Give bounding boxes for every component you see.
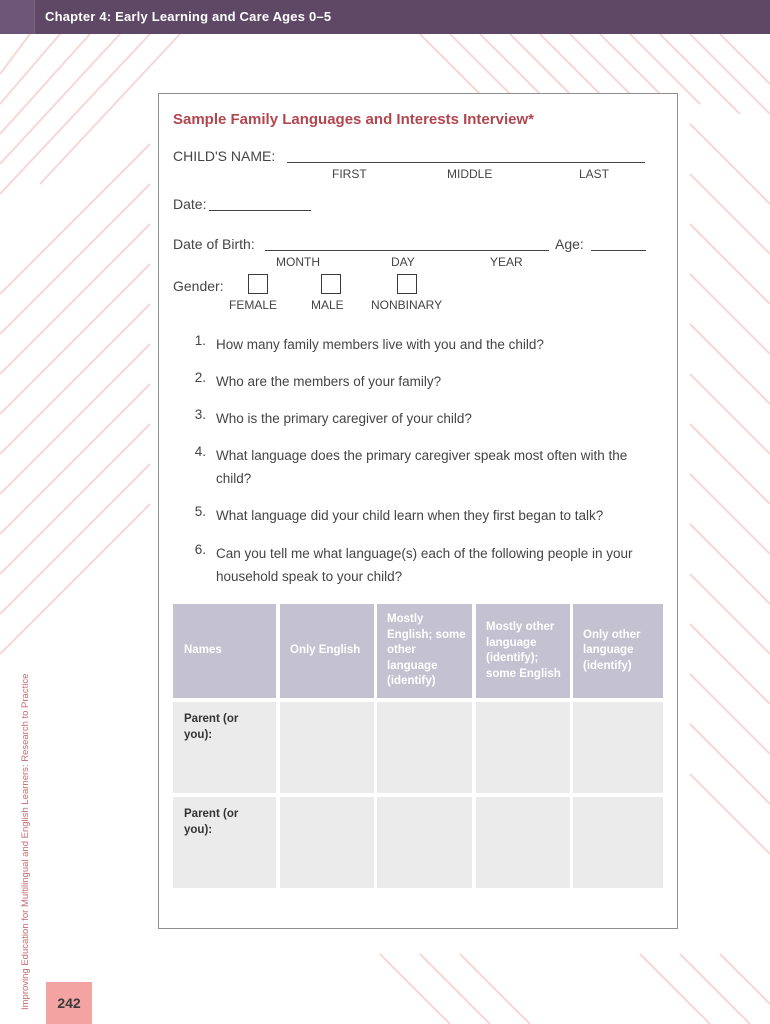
chapter-header-bar <box>0 0 770 34</box>
question-number: 5. <box>194 504 206 519</box>
child-name-field[interactable] <box>287 162 645 163</box>
dob-part-day: DAY <box>391 255 415 269</box>
gender-option-female: FEMALE <box>229 298 278 312</box>
gender-label: Gender: <box>173 278 224 294</box>
date-field[interactable] <box>209 210 311 211</box>
header-tab <box>0 0 35 34</box>
name-part-middle: MIDDLE <box>447 167 493 181</box>
nonbinary-checkbox[interactable] <box>397 274 417 294</box>
table-row-2-name-cell[interactable] <box>173 797 276 888</box>
male-checkbox[interactable] <box>321 274 341 294</box>
dob-label: Date of Birth: <box>173 236 255 252</box>
dob-field[interactable] <box>265 250 549 251</box>
question-text: What language did your child learn when they first began to talk? <box>216 508 604 523</box>
book-title-vertical: Improving Education for Multilingual and English Learners: Research to Practice <box>20 673 31 1010</box>
table-header-label: Only English <box>290 644 361 657</box>
name-part-first: FIRST <box>332 167 367 181</box>
table-header-mostly-other <box>476 604 570 698</box>
form-title: Sample Family Languages and Interests Interview* <box>173 111 534 128</box>
gender-option-nonbinary: NONBINARY <box>371 298 443 312</box>
table-row-1-name-cell[interactable] <box>173 702 276 793</box>
table-cell[interactable] <box>280 702 374 793</box>
table-header-label: Only other language (identify) <box>583 628 641 672</box>
row-label: Parent (or you): <box>184 713 239 741</box>
question-text: Can you tell me what language(s) each of the following people in your household speak to your child? <box>216 546 633 584</box>
page-number-box <box>46 982 92 1024</box>
table-cell[interactable] <box>573 797 663 888</box>
question-number: 2. <box>194 370 206 385</box>
table-header-mostly-english <box>377 604 472 698</box>
table-header-label: Names <box>184 644 222 657</box>
question-number: 3. <box>194 407 206 422</box>
question-text: Who is the primary caregiver of your child? <box>216 411 472 426</box>
age-field[interactable] <box>591 250 646 251</box>
table-header-label: Mostly English; some other language (identify) <box>387 613 466 688</box>
table-cell[interactable] <box>476 702 570 793</box>
page-number: 242 <box>57 995 81 1011</box>
question-text: How many family members live with you and the child? <box>216 337 544 352</box>
table-header-only-english <box>280 604 374 698</box>
interview-form-card <box>158 93 678 929</box>
age-label: Age: <box>555 236 584 252</box>
child-name-label: CHILD'S NAME: <box>173 148 276 164</box>
date-label: Date: <box>173 196 207 212</box>
table-cell[interactable] <box>476 797 570 888</box>
table-cell[interactable] <box>377 797 472 888</box>
table-cell[interactable] <box>280 797 374 888</box>
row-label: Parent (or you): <box>184 808 239 836</box>
question-number: 4. <box>194 444 206 459</box>
gender-option-male: MALE <box>311 298 344 312</box>
chapter-title: Chapter 4: Early Learning and Care Ages 0–5 <box>45 9 332 24</box>
table-header-names <box>173 604 276 698</box>
dob-part-month: MONTH <box>276 255 320 269</box>
question-number: 1. <box>194 333 206 348</box>
table-cell[interactable] <box>573 702 663 793</box>
table-header-only-other <box>573 604 663 698</box>
name-part-last: LAST <box>579 167 610 181</box>
question-text: What language does the primary caregiver speak most often with the child? <box>216 448 628 486</box>
table-cell[interactable] <box>377 702 472 793</box>
question-number: 6. <box>194 542 206 557</box>
table-header-label: Mostly other language (identify); some English <box>486 621 561 680</box>
question-text: Who are the members of your family? <box>216 374 442 389</box>
dob-part-year: YEAR <box>490 255 523 269</box>
female-checkbox[interactable] <box>248 274 268 294</box>
